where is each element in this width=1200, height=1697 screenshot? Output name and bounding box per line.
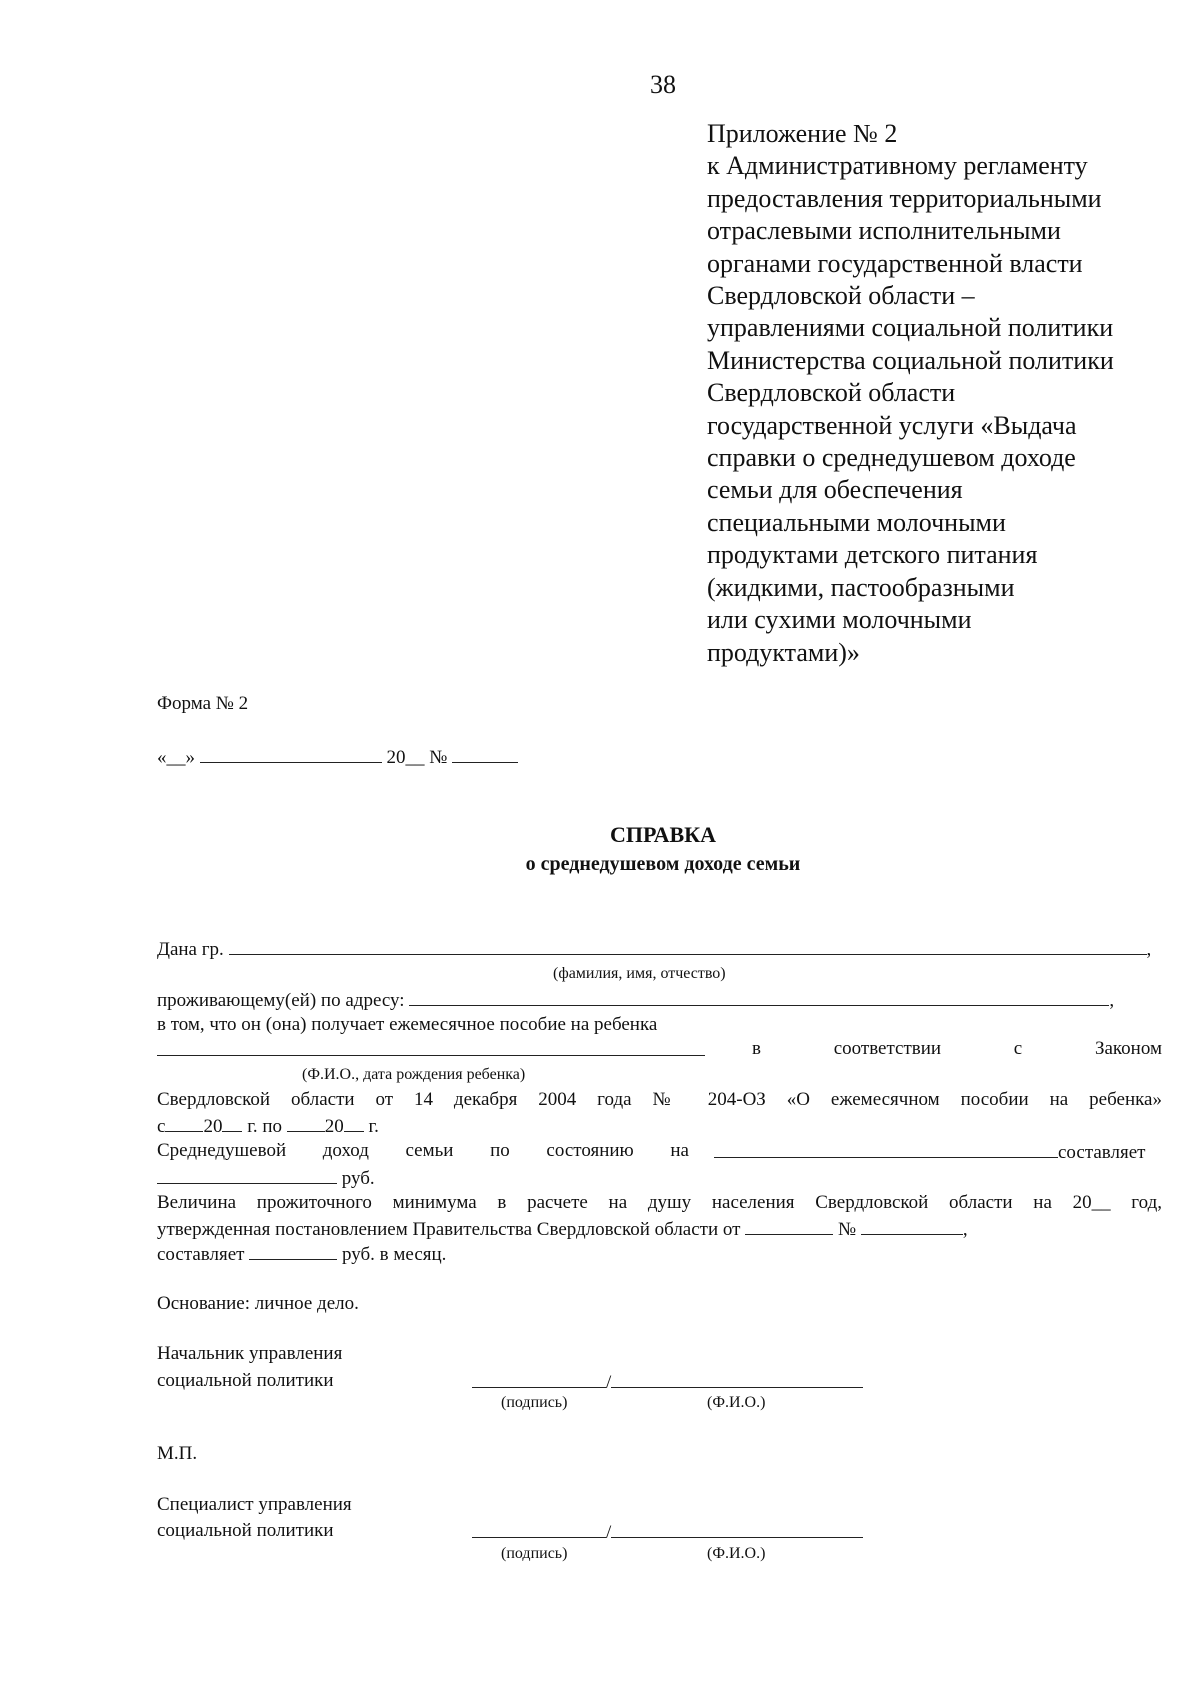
- appendix-line: справки о среднедушевом доходе: [707, 443, 1076, 473]
- address-blank: [409, 988, 1109, 1006]
- period-mid: г. по: [247, 1116, 283, 1138]
- law-word: с: [1013, 1038, 1023, 1059]
- income-word: доход: [322, 1140, 369, 1161]
- minimum-text: Величина прожиточного минимума в расчете на душу населения Свердловской области на 20__ год,: [157, 1192, 1162, 1213]
- approved-no-blank: [861, 1217, 963, 1235]
- period-line: [157, 1114, 379, 1138]
- amounts-blank: [249, 1242, 337, 1260]
- appendix-line: управлениями социальной политики: [707, 313, 1114, 343]
- approved-no-label: №: [837, 1219, 857, 1241]
- period-blank: [165, 1114, 203, 1132]
- appendix-line: Министерства социальной политики: [707, 345, 1114, 375]
- address-line: проживающему(ей) по адресу: ,: [157, 988, 1114, 1012]
- fio-caption: (фамилия, имя, отчество): [553, 965, 726, 982]
- basis-text: Основание: личное дело.: [157, 1293, 359, 1314]
- income-date-blank: [714, 1140, 1058, 1158]
- appendix-line: продуктами детского питания: [707, 540, 1038, 570]
- specialist-sign-caption: (подпись): [501, 1545, 568, 1562]
- law-word: Законом: [1094, 1038, 1162, 1059]
- appendix-line: или сухими молочными: [707, 605, 972, 635]
- appendix-line: продуктами)»: [707, 637, 860, 667]
- period-from-year: 20: [203, 1116, 223, 1138]
- child-caption: (Ф.И.О., дата рождения ребенка): [302, 1066, 526, 1083]
- head-title-line1: Начальник управления: [157, 1343, 343, 1364]
- period-c: с: [157, 1116, 166, 1138]
- income-words: [157, 1140, 689, 1162]
- fio-blank: [229, 937, 1147, 955]
- amounts-prefix: составляет: [157, 1244, 245, 1266]
- document-subtitle: о среднедушевом доходе семьи: [525, 853, 801, 875]
- specialist-signature-line: /: [472, 1520, 863, 1544]
- income-word: состоянию: [546, 1140, 634, 1161]
- period-blank: [344, 1114, 364, 1132]
- given-to-line: Дана гр. ,: [157, 937, 1151, 961]
- year-blank: 20__: [386, 747, 425, 769]
- date-number-line: [157, 745, 518, 769]
- amounts-line: [157, 1242, 446, 1266]
- approved-text: утвержденная постановлением Правительства Свердловской области от: [157, 1219, 741, 1241]
- specialist-fio-caption: (Ф.И.О.): [707, 1545, 766, 1562]
- appendix-header: [707, 118, 1177, 669]
- head-signature-line: /: [472, 1370, 863, 1394]
- day-blank: «__»: [157, 747, 195, 769]
- income-tail-line: [714, 1140, 1146, 1164]
- fio-blank: [611, 1370, 863, 1388]
- law-words: [752, 1038, 1162, 1060]
- number-blank: [452, 745, 518, 763]
- income-amount-blank: [157, 1166, 337, 1184]
- period-blank: [287, 1114, 325, 1132]
- signature-blank: [472, 1520, 606, 1538]
- rub-label: руб.: [341, 1168, 375, 1190]
- period-to-year: 20: [324, 1116, 344, 1138]
- specialist-title-line2: социальной политики: [157, 1520, 334, 1541]
- head-sign-caption: (подпись): [501, 1394, 568, 1411]
- address-label: проживающему(ей) по адресу:: [157, 990, 405, 1012]
- approved-line: утвержденная постановлением Правительства Свердловской области от № ,: [157, 1217, 968, 1241]
- law-word: соответствии: [833, 1038, 942, 1059]
- income-word: Среднедушевой: [157, 1140, 287, 1161]
- stamp-place: М.П.: [157, 1443, 198, 1464]
- specialist-title-line1: Специалист управления: [157, 1494, 352, 1515]
- fio-blank: [611, 1520, 863, 1538]
- income-word: по: [490, 1140, 510, 1161]
- head-fio-caption: (Ф.И.О.): [707, 1394, 766, 1411]
- appendix-line: государственной услуги «Выдача: [707, 410, 1077, 440]
- period-end: г.: [368, 1116, 379, 1138]
- appendix-line: Свердловской области –: [707, 281, 975, 311]
- income-word: на: [670, 1140, 689, 1161]
- period-blank: [222, 1114, 242, 1132]
- income-tail: составляет: [1058, 1142, 1146, 1164]
- child-blank: [157, 1038, 705, 1056]
- document-title: СПРАВКА: [609, 822, 717, 847]
- income-amount-line: [157, 1166, 375, 1190]
- approved-date-blank: [745, 1217, 833, 1235]
- appendix-line: предоставления территориальными: [707, 183, 1102, 213]
- appendix-line: Свердловской области: [707, 378, 956, 408]
- appendix-line: специальными молочными: [707, 507, 1006, 537]
- appendix-line: к Административному регламенту: [707, 151, 1088, 181]
- appendix-line: семьи для обеспечения: [707, 475, 963, 505]
- head-title-line2: социальной политики: [157, 1370, 334, 1391]
- month-blank: [200, 745, 382, 763]
- given-label: Дана гр.: [157, 939, 224, 961]
- law-text: Свердловской области от 14 декабря 2004 года № 204-ОЗ «О ежемесячном пособии на ребенка»: [157, 1089, 1162, 1110]
- appendix-line: Приложение № 2: [707, 119, 898, 148]
- appendix-line: (жидкими, пастообразными: [707, 572, 1015, 602]
- appendix-line: отраслевыми исполнительными: [707, 216, 1061, 246]
- law-word: в: [752, 1038, 761, 1059]
- benefit-text: в том, что он (она) получает ежемесячное пособие на ребенка: [157, 1014, 658, 1035]
- amounts-suffix: руб. в месяц.: [342, 1244, 447, 1266]
- form-number: Форма № 2: [157, 693, 249, 714]
- appendix-line: органами государственной власти: [707, 248, 1083, 278]
- child-line: [157, 1038, 705, 1062]
- signature-blank: [472, 1370, 606, 1388]
- number-label: №: [429, 747, 448, 769]
- page-number: 38: [650, 70, 676, 99]
- income-word: семьи: [405, 1140, 454, 1161]
